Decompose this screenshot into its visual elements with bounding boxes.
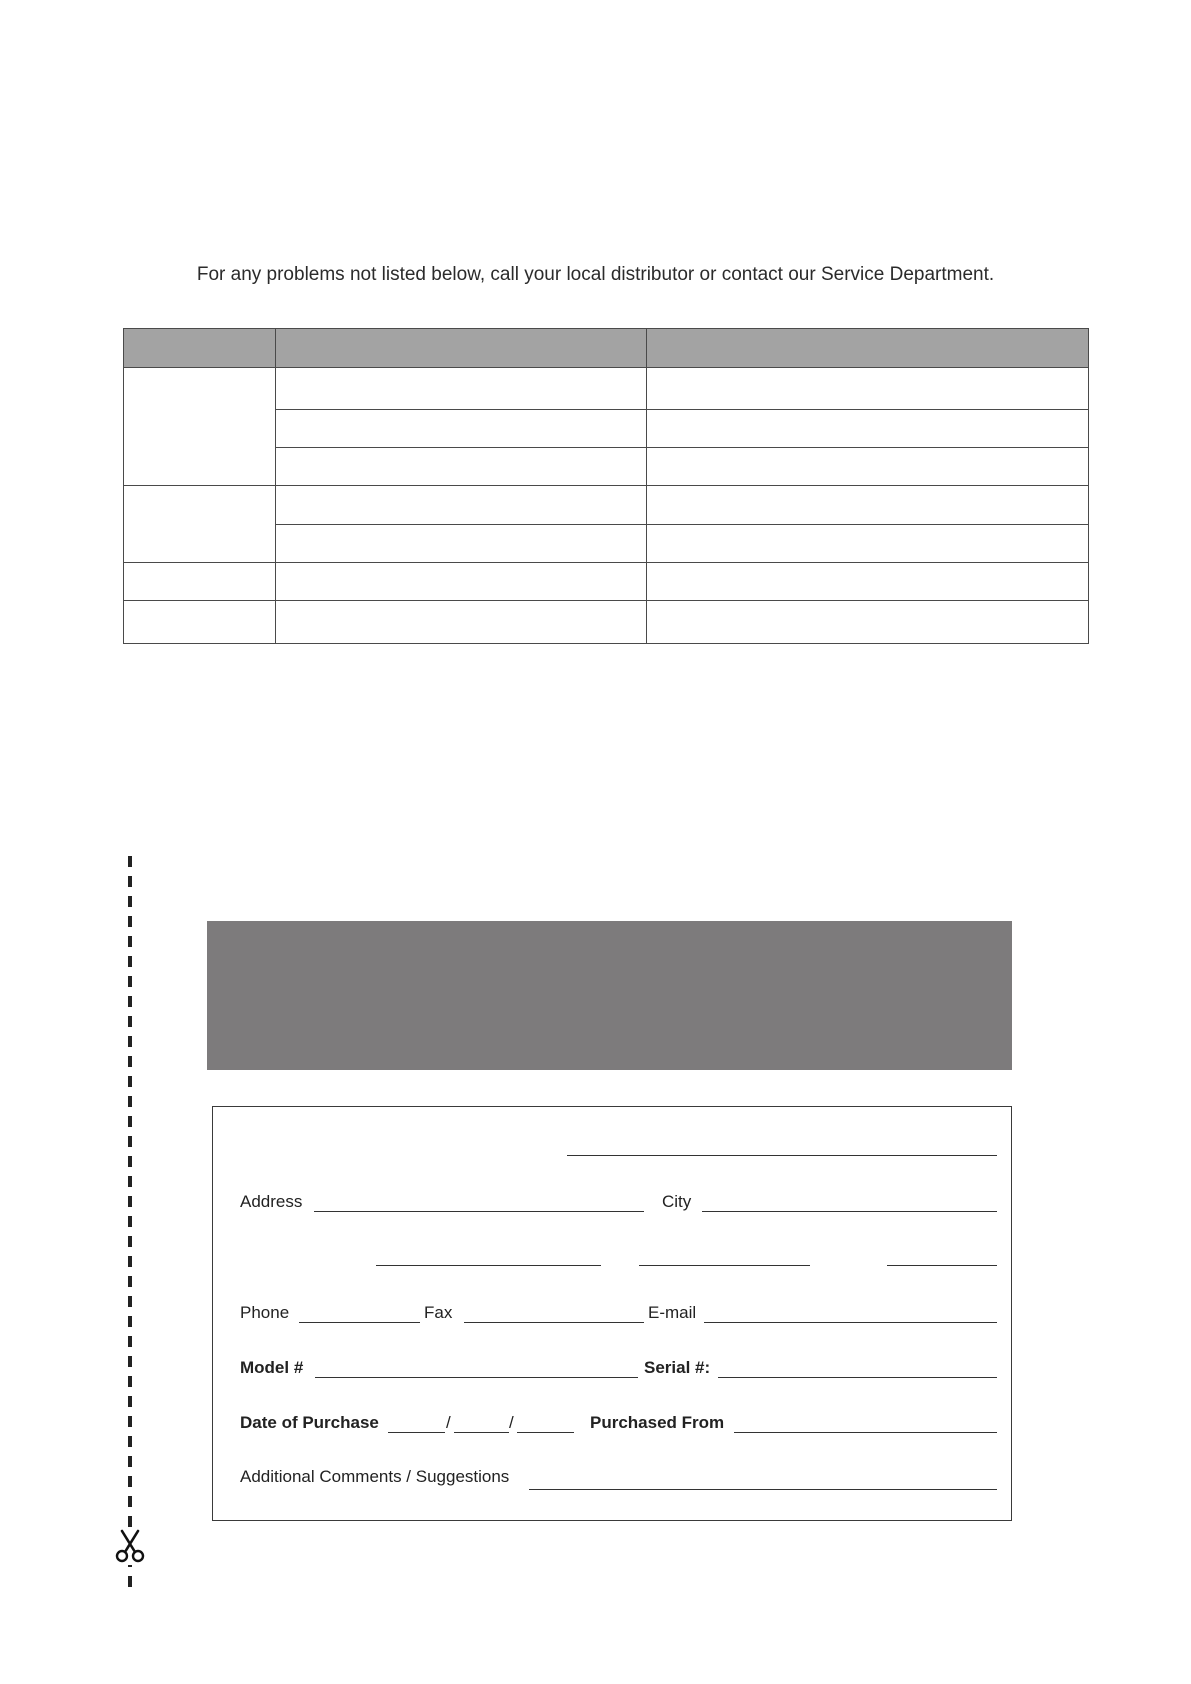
registration-card	[212, 1106, 1012, 1521]
serial-field[interactable]	[718, 1377, 997, 1378]
table-cell	[124, 486, 276, 562]
state-field[interactable]	[376, 1265, 601, 1266]
table-cell	[647, 368, 1089, 410]
table-cell	[276, 368, 647, 410]
intro-text: For any problems not listed below, call your local distributor or contact our Service Department.	[196, 264, 995, 285]
table-cell	[124, 562, 276, 600]
table-cell	[124, 600, 276, 643]
model-field[interactable]	[315, 1377, 638, 1378]
table-cell	[276, 486, 647, 524]
city-label: City	[662, 1192, 692, 1211]
fax-label: Fax	[424, 1303, 453, 1322]
cut-line	[128, 856, 132, 1590]
table-cell	[647, 486, 1089, 524]
table-cell	[647, 448, 1089, 486]
table-header-row	[124, 329, 1089, 368]
address-field[interactable]	[314, 1211, 644, 1212]
city-field[interactable]	[702, 1211, 997, 1212]
model-label: Model #	[240, 1358, 304, 1377]
table-cell	[276, 600, 647, 643]
phone-field[interactable]	[299, 1322, 420, 1323]
table-cell	[276, 448, 647, 486]
purchase-year-field[interactable]	[517, 1432, 574, 1433]
date-separator: /	[446, 1413, 451, 1432]
table-cell	[276, 410, 647, 448]
purchased-from-field[interactable]	[734, 1432, 997, 1433]
table-row	[124, 486, 1089, 524]
date-of-purchase-label: Date of Purchase	[240, 1413, 379, 1432]
fax-field[interactable]	[464, 1322, 644, 1323]
table-row	[124, 368, 1089, 410]
phone-label: Phone	[240, 1303, 290, 1322]
address-label: Address	[240, 1192, 303, 1211]
table-cell	[647, 600, 1089, 643]
table-row	[124, 600, 1089, 643]
header-cell-cause	[276, 329, 647, 368]
table-cell	[276, 562, 647, 600]
table-cell	[124, 368, 276, 486]
table-row	[124, 562, 1089, 600]
purchase-month-field[interactable]	[388, 1432, 445, 1433]
header-banner	[207, 921, 1012, 1070]
table-cell	[276, 524, 647, 562]
comments-field[interactable]	[529, 1489, 997, 1490]
email-field[interactable]	[704, 1322, 997, 1323]
serial-label: Serial #:	[644, 1358, 711, 1377]
troubleshooting-table	[123, 328, 1089, 644]
purchase-day-field[interactable]	[454, 1432, 509, 1433]
purchased-from-label: Purchased From	[590, 1413, 725, 1432]
date-separator: /	[509, 1413, 514, 1432]
email-label: E-mail	[648, 1303, 697, 1322]
comments-label: Additional Comments / Suggestions	[240, 1467, 510, 1486]
table-cell	[647, 524, 1089, 562]
table-cell	[647, 410, 1089, 448]
name-field[interactable]	[567, 1155, 997, 1156]
header-cell-problem	[124, 329, 276, 368]
country-field[interactable]	[887, 1265, 997, 1266]
zip-field[interactable]	[639, 1265, 810, 1266]
header-cell-solution	[647, 329, 1089, 368]
scissors-icon	[112, 1529, 148, 1565]
table-cell	[647, 562, 1089, 600]
